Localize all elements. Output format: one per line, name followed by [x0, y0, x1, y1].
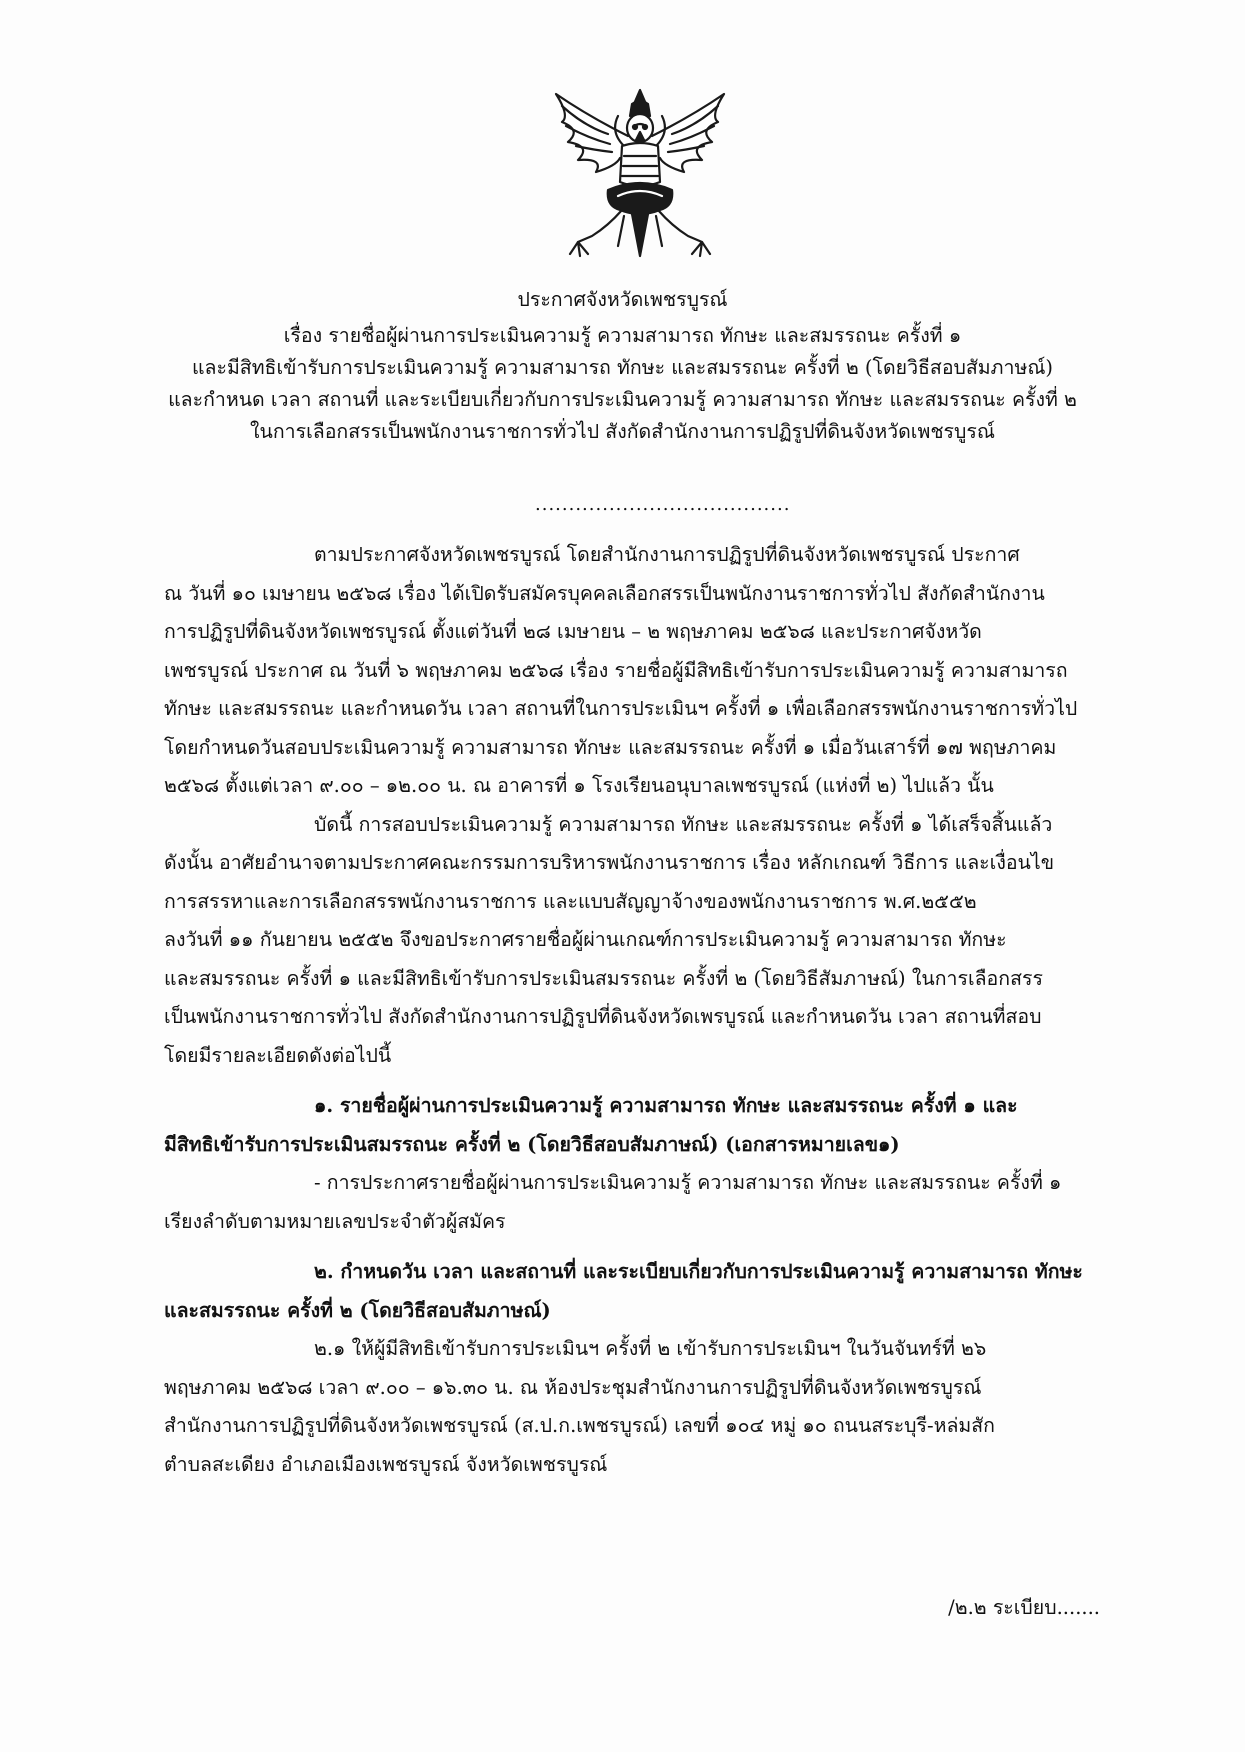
- paragraph-line: โดยกำหนดวันสอบประเมินความรู้ ความสามารถ ทักษะ และสมรรถนะ ครั้งที่ ๑ เมื่อวันเสาร์ที่ ๑๗ พฤษภาคม: [164, 735, 1057, 759]
- section-title: ๑. รายชื่อผู้ผ่านการประเมินความรู้ ความสามารถ ทักษะ และสมรรถนะ ครั้งที่ ๑ และ: [314, 1094, 1018, 1117]
- section-body-line: เรียงลำดับตามหมายเลขประจำตัวผู้สมัคร: [164, 1209, 506, 1233]
- paragraph-line: การปฏิรูปที่ดินจังหวัดเพชรบูรณ์ ตั้งแต่วันที่ ๒๘ เมษายน – ๒ พฤษภาคม ๒๕๖๘ และประกาศจังหวัด: [164, 620, 982, 643]
- subject-block: [120, 320, 1125, 448]
- title-text: ประกาศจังหวัดเพชรบูรณ์: [517, 288, 728, 311]
- section-body-line: - การประกาศรายชื่อผู้ผ่านการประเมินความรู้ ความสามารถ ทักษะ และสมรรถนะ ครั้งที่ ๑: [314, 1171, 1062, 1194]
- paragraph-line: บัดนี้ การสอบประเมินความรู้ ความสามารถ ทักษะ และสมรรถนะ ครั้งที่ ๑ ได้เสร็จสิ้นแล้ว: [314, 812, 1053, 836]
- section-title: มีสิทธิเข้ารับการประเมินสมรรถนะ ครั้งที่ ๒ (โดยวิธีสอบสัมภาษณ์) (เอกสารหมายเลข๑): [164, 1132, 900, 1156]
- section-title: ๒. กำหนดวัน เวลา และสถานที่ และระเบียบเกี่ยวกับการประเมินความรู้ ความสามารถ ทักษะ: [314, 1260, 1083, 1283]
- paragraph-line: ณ วันที่ ๑๐ เมษายน ๒๕๖๘ เรื่อง ได้เปิดรับสมัครบุคคลเลือกสรรเป็นพนักงานราชการทั่วไป สังกัดสำนักงาน: [164, 581, 1045, 605]
- paragraph-line: เป็นพนักงานราชการทั่วไป สังกัดสำนักงานการปฏิรูปที่ดินจังหวัดเพรบูรณ์ และกำหนดวัน เวลา สถานที่สอบ: [164, 1005, 1042, 1028]
- paragraph-line: ๒๕๖๘ ตั้งแต่เวลา ๙.๐๐ – ๑๒.๐๐ น. ณ อาคารที่ ๑ โรงเรียนอนุบาลเพชรบูรณ์ (แห่งที่ ๒) ไปแล้ว นั้น: [164, 774, 994, 797]
- section-body-line: ๒.๑ ให้ผู้มีสิทธิเข้ารับการประเมินฯ ครั้งที่ ๒ เข้ารับการประเมินฯ ในวันจันทร์ที่ ๒๖: [314, 1337, 987, 1360]
- paragraph-line: การสรรหาและการเลือกสรรพนักงานราชการ และแบบสัญญาจ้างของพนักงานราชการ พ.ศ.๒๕๕๒: [164, 889, 977, 913]
- section-title: และสมรรถนะ ครั้งที่ ๒ (โดยวิธีสอบสัมภาษณ์): [164, 1298, 551, 1322]
- section-body-line: สำนักงานการปฏิรูปที่ดินจังหวัดเพชรบูรณ์ (ส.ป.ก.เพชรบูรณ์) เลขที่ ๑๐๔ หมู่ ๑๐ ถนนสระบุรี-หล่มสัก: [164, 1414, 995, 1437]
- announcement-title: [120, 284, 1125, 316]
- garuda-emblem-icon: [548, 86, 732, 264]
- section-body-line: ตำบลสะเดียง อำเภอเมืองเพชรบูรณ์ จังหวัดเพชรบูรณ์: [164, 1452, 608, 1476]
- paragraph-line: ลงวันที่ ๑๑ กันยายน ๒๕๕๒ จึงขอประกาศรายชื่อผู้ผ่านเกณฑ์การประเมินความรู้ ความสามารถ ทักษะ: [164, 928, 1007, 951]
- paragraph-2: [164, 806, 1099, 1076]
- subject-line: เรื่อง รายชื่อผู้ผ่านการประเมินความรู้ ความสามารถ ทักษะ และสมรรถนะ ครั้งที่ ๑: [283, 324, 962, 347]
- paragraph-line: ทักษะ และสมรรถนะ และกำหนดวัน เวลา สถานที่ในการประเมินฯ ครั้งที่ ๑ เพื่อเลือกสรรพนักงานราชการทั่วไป: [164, 697, 1078, 720]
- subject-line: และมีสิทธิเข้ารับการประเมินความรู้ ความสามารถ ทักษะ และสมรรถนะ ครั้งที่ ๒ (โดยวิธีสอบสัมภาษณ์): [191, 356, 1054, 379]
- section-body-line: พฤษภาคม ๒๕๖๘ เวลา ๙.๐๐ – ๑๖.๓๐ น. ณ ห้องประชุมสำนักงานการปฏิรูปที่ดินจังหวัดเพชรบูรณ์: [164, 1375, 982, 1399]
- title-divider: ......................................: [535, 494, 791, 515]
- paragraph-line: และสมรรถนะ ครั้งที่ ๑ และมีสิทธิเข้ารับการประเมินสมรรถนะ ครั้งที่ ๒ (โดยวิธีสัมภาษณ์) ในการเลือกสรร: [164, 966, 1043, 990]
- paragraph-line: ตามประกาศจังหวัดเพชรบูรณ์ โดยสำนักงานการปฏิรูปที่ดินจังหวัดเพชรบูรณ์ ประกาศ: [314, 543, 1020, 566]
- subject-line: และกำหนด เวลา สถานที่ และระเบียบเกี่ยวกับการประเมินความรู้ ความสามารถ ทักษะ และสมรรถนะ ครั้งที่ ๒: [168, 388, 1077, 411]
- paragraph-1: [164, 536, 1099, 806]
- page-continuation: /๒.๒ ระเบียบ.......: [948, 1596, 1100, 1619]
- paragraph-line: ดังนั้น อาศัยอำนาจตามประกาศคณะกรรมการบริหารพนักงานราชการ เรื่อง หลักเกณฑ์ วิธีการ และเงื่อนไข: [164, 851, 1055, 874]
- paragraph-line: โดยมีรายละเอียดดังต่อไปนี้: [164, 1043, 392, 1067]
- section-1: [164, 1087, 1099, 1241]
- paragraph-line: เพชรบูรณ์ ประกาศ ณ วันที่ ๖ พฤษภาคม ๒๕๖๘ เรื่อง รายชื่อผู้มีสิทธิเข้ารับการประเมินความรู้ ความสามารถ: [164, 658, 1068, 682]
- subject-line: ในการเลือกสรรเป็นพนักงานราชการทั่วไป สังกัดสำนักงานการปฏิรูปที่ดินจังหวัดเพชรบูรณ์: [250, 420, 995, 443]
- section-2: [164, 1253, 1099, 1484]
- announcement-body: [164, 536, 1099, 1484]
